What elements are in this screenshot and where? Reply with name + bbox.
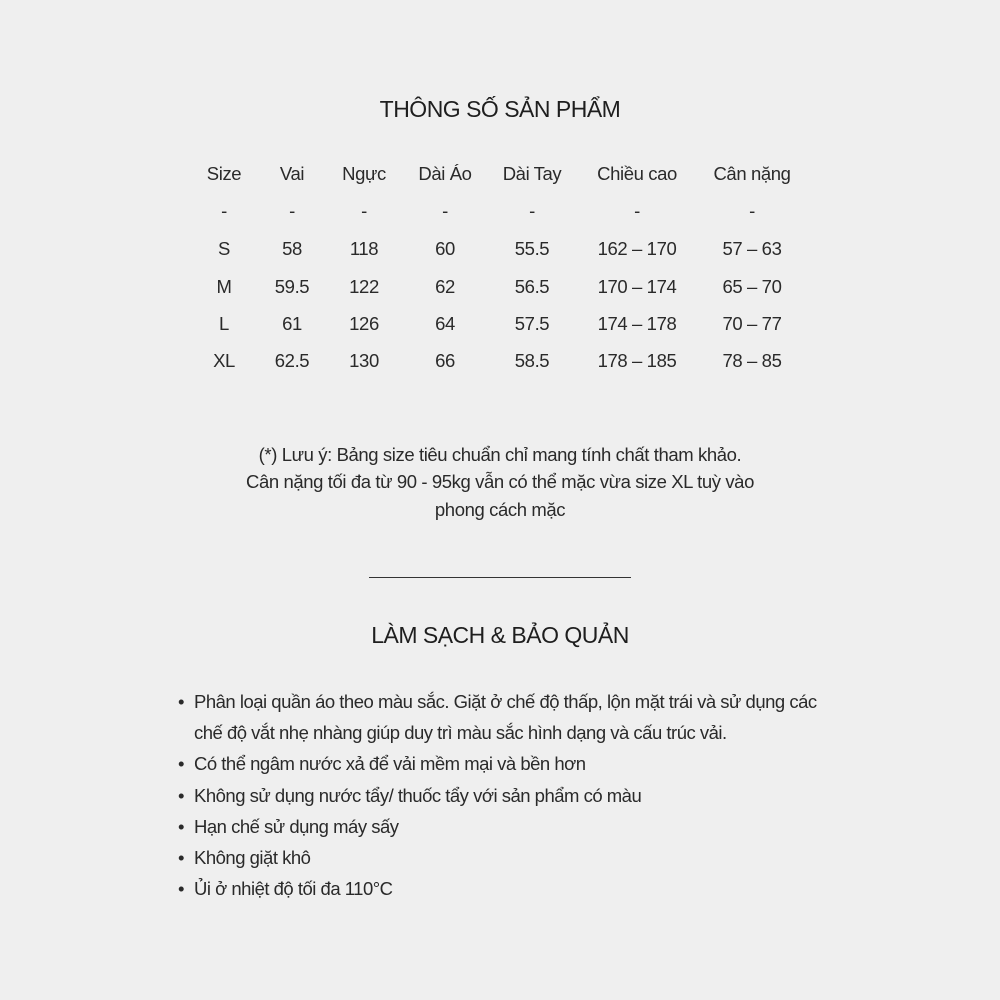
table-header: Ngực xyxy=(342,163,386,184)
care-item xyxy=(176,811,846,842)
table-cell: 174 – 178 xyxy=(597,313,677,334)
care-item xyxy=(176,842,846,873)
divider xyxy=(369,577,631,578)
table-cell: 78 – 85 xyxy=(722,350,782,371)
care-item-text: Không sử dụng nước tẩy/ thuốc tẩy với sản phẩm có màu xyxy=(194,784,642,806)
bullet-icon: • xyxy=(178,753,184,775)
table-cell: 66 xyxy=(435,350,455,371)
care-item-text: Ủi ở nhiệt độ tối đa 110°C xyxy=(194,878,393,900)
table-cell: 55.5 xyxy=(514,238,550,259)
table-cell: 178 – 185 xyxy=(597,350,677,371)
table-header: Chiều cao xyxy=(597,163,677,184)
table-cell: - xyxy=(221,200,227,221)
table-cell: - xyxy=(529,200,535,221)
care-item xyxy=(176,686,846,748)
bullet-icon: • xyxy=(178,784,184,806)
table-header: Cân nặng xyxy=(713,163,791,184)
table-cell: S xyxy=(218,238,230,259)
table-cell: - xyxy=(361,200,367,221)
table-cell: 65 – 70 xyxy=(722,276,782,297)
note-line-3: phong cách mặc xyxy=(434,499,566,520)
table-cell: - xyxy=(442,200,448,221)
table-header: Dài Áo xyxy=(418,163,472,184)
table-cell: 70 – 77 xyxy=(722,313,782,334)
table-cell: 56.5 xyxy=(514,276,550,297)
table-cell: 60 xyxy=(435,238,455,259)
table-cell: - xyxy=(749,200,755,221)
care-item-text: Phân loại quần áo theo màu sắc. Giặt ở chế độ thấp, lộn mặt trái và sử dụng các chế độ vắt nhẹ nhàng giúp duy trì màu sắc hình dạng và cấu trúc vải. xyxy=(194,691,817,744)
table-cell: 59.5 xyxy=(274,276,310,297)
table-cell: 118 xyxy=(349,238,379,259)
bullet-icon: • xyxy=(178,878,184,900)
table-cell: M xyxy=(216,276,232,297)
table-cell: 58.5 xyxy=(514,350,550,371)
table-cell: 122 xyxy=(349,276,379,297)
bullet-icon: • xyxy=(178,847,184,869)
table-cell: 162 – 170 xyxy=(597,238,677,259)
care-item-text: Không giặt khô xyxy=(194,847,311,869)
table-header: Size xyxy=(206,163,242,184)
table-header: Vai xyxy=(279,163,305,184)
table-cell: 57 – 63 xyxy=(722,238,782,259)
table-cell: 62.5 xyxy=(274,350,310,371)
table-cell: 130 xyxy=(349,350,379,371)
table-cell: - xyxy=(289,200,295,221)
table-header: Dài Tay xyxy=(502,163,562,184)
table-cell: L xyxy=(219,313,229,334)
care-item xyxy=(176,748,846,779)
table-cell: 61 xyxy=(282,313,302,334)
table-cell: XL xyxy=(213,350,235,371)
note-line-1: (*) Lưu ý: Bảng size tiêu chuẩn chỉ mang tính chất tham khảo. xyxy=(258,444,742,465)
care-item-text: Có thể ngâm nước xả để vải mềm mại và bền hơn xyxy=(194,753,586,775)
care-list xyxy=(176,686,846,904)
table-cell: 62 xyxy=(435,276,455,297)
care-item-text: Hạn chế sử dụng máy sấy xyxy=(194,815,399,837)
spec-title: THÔNG SỐ SẢN PHẨM xyxy=(379,96,621,122)
table-cell: 57.5 xyxy=(514,313,550,334)
note-line-2: Cân nặng tối đa từ 90 - 95kg vẫn có thể mặc vừa size XL tuỳ vào xyxy=(246,471,754,492)
table-cell: - xyxy=(634,200,640,221)
bullet-icon: • xyxy=(178,691,184,712)
care-item xyxy=(176,873,846,904)
table-cell: 170 – 174 xyxy=(597,276,677,297)
table-cell: 64 xyxy=(435,313,455,334)
bullet-icon: • xyxy=(178,815,184,837)
table-cell: 126 xyxy=(349,313,379,334)
care-item xyxy=(176,780,846,811)
care-title: LÀM SẠCH & BẢO QUẢN xyxy=(371,622,629,648)
table-cell: 58 xyxy=(282,238,302,259)
